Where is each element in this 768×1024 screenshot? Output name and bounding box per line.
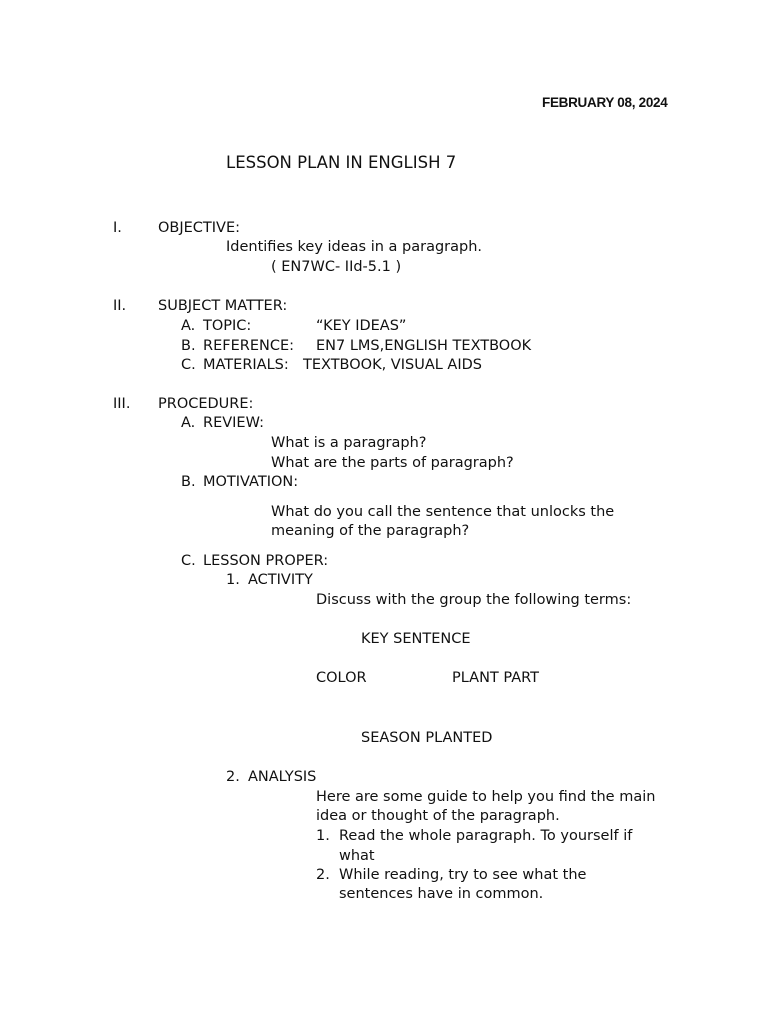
analysis-step-1-line-1: Read the whole paragraph. To yourself if xyxy=(339,828,633,844)
review-letter: A. xyxy=(181,415,196,431)
analysis-step-2-number: 2. xyxy=(316,867,330,883)
activity-label: ACTIVITY xyxy=(248,572,313,588)
analysis-label: ANALYSIS xyxy=(248,769,317,785)
motivation-line-1: What do you call the sentence that unlocks the xyxy=(271,504,615,520)
activity-text: Discuss with the group the following terms: xyxy=(316,592,632,608)
materials-letter: C. xyxy=(181,357,196,373)
reference-letter: B. xyxy=(181,338,196,354)
term-season-planted: SEASON PLANTED xyxy=(361,730,493,746)
analysis-intro-line-1: Here are some guide to help you find the main xyxy=(316,789,656,805)
reference-value: EN7 LMS,ENGLISH TEXTBOOK xyxy=(316,338,532,354)
objective-code: ( EN7WC- IId-5.1 ) xyxy=(271,259,402,275)
lesson-proper-letter: C. xyxy=(181,553,196,569)
review-question-2: What are the parts of paragraph? xyxy=(271,455,514,471)
term-plant-part: PLANT PART xyxy=(452,670,539,686)
analysis-step-2-line-2: sentences have in common. xyxy=(339,886,544,902)
document-date: FEBRUARY 08, 2024 xyxy=(542,95,668,110)
analysis-step-2-line-1: While reading, try to see what the xyxy=(339,867,587,883)
term-color: COLOR xyxy=(316,670,367,686)
section-numeral-procedure: III. xyxy=(113,396,131,412)
procedure-heading: PROCEDURE: xyxy=(158,396,254,412)
objective-heading: OBJECTIVE: xyxy=(158,220,241,236)
analysis-number: 2. xyxy=(226,769,240,785)
subject-matter-heading: SUBJECT MATTER: xyxy=(158,298,288,314)
analysis-intro-line-2: idea or thought of the paragraph. xyxy=(316,808,560,824)
review-label: REVIEW: xyxy=(203,415,264,431)
objective-text: Identifies key ideas in a paragraph. xyxy=(226,239,483,255)
motivation-label: MOTIVATION: xyxy=(203,474,299,490)
activity-number: 1. xyxy=(226,572,240,588)
review-question-1: What is a paragraph? xyxy=(271,435,427,451)
materials-value: TEXTBOOK, VISUAL AIDS xyxy=(303,357,482,373)
topic-value: “KEY IDEAS” xyxy=(316,318,407,334)
motivation-letter: B. xyxy=(181,474,196,490)
document-title: LESSON PLAN IN ENGLISH 7 xyxy=(226,153,457,172)
section-numeral-objective: I. xyxy=(113,220,122,236)
motivation-line-2: meaning of the paragraph? xyxy=(271,523,470,539)
topic-letter: A. xyxy=(181,318,196,334)
analysis-step-1-line-2: what xyxy=(339,848,375,864)
term-key-sentence: KEY SENTENCE xyxy=(361,631,471,647)
analysis-step-1-number: 1. xyxy=(316,828,330,844)
section-numeral-subject-matter: II. xyxy=(113,298,127,314)
lesson-proper-label: LESSON PROPER: xyxy=(203,553,329,569)
topic-label: TOPIC: xyxy=(203,318,252,334)
reference-label: REFERENCE: xyxy=(203,338,294,354)
materials-label: MATERIALS: xyxy=(203,357,289,373)
